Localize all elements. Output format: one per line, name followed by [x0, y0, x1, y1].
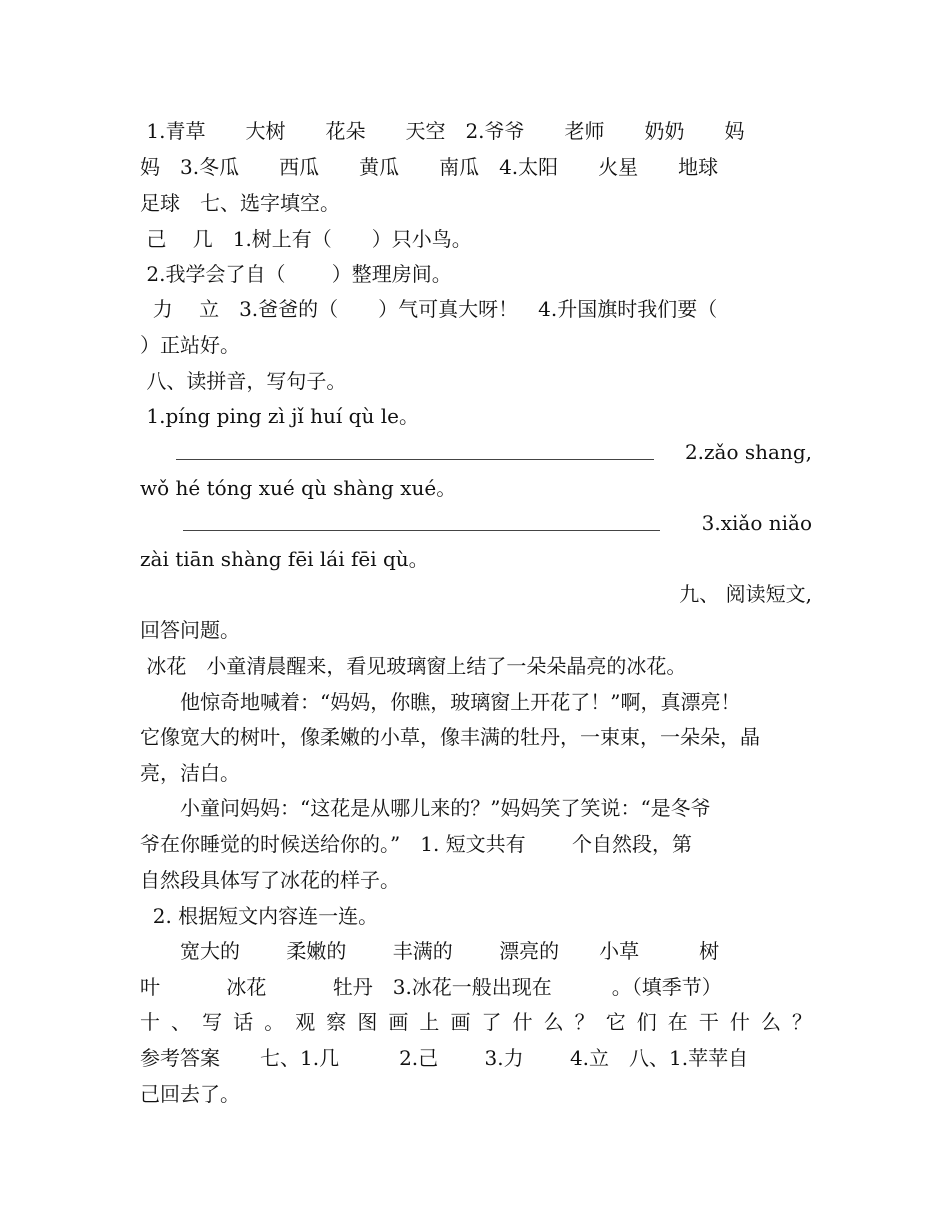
text-line: zài tiān shàng fēi lái fēi qù。 — [140, 547, 429, 571]
section-heading: 八、读拼音，写句子。 — [140, 369, 347, 393]
text-line: 力 立 3.爸爸的（ ）气可真大呀！ 4.升国旗时我们要（ — [140, 297, 718, 321]
text-line: ）正站好。 — [140, 333, 240, 357]
text-line: 妈 3.冬瓜 西瓜 黄瓜 南瓜 4.太阳 火星 地球 — [140, 155, 719, 179]
text-line: 自然段具体写了冰花的样子。 — [140, 868, 400, 892]
text-line: 冰花 小童清晨醒来，看见玻璃窗上结了一朵朵晶亮的冰花。 — [140, 654, 687, 678]
section-heading: 十 、 写 话 。 观 察 图 画 上 画 了 什 么 ？ 它 们 在 干 什 么 ？ — [140, 1010, 812, 1034]
text-line: 宽大的 柔嫩的 丰满的 漂亮的 小草 树 — [140, 939, 720, 963]
text-line: wǒ hé tóng xué qù shàng xué。 — [140, 476, 457, 500]
text-line: 回答问题。 — [140, 618, 240, 642]
text-line: 2.zǎo shang, — [684, 440, 812, 464]
text-line: 小童问妈妈：“这花是从哪儿来的？”妈妈笑了笑说：“是冬爷 — [140, 796, 711, 820]
text-line: 叶 冰花 牡丹 3.冰花一般出现在 。（填季节） — [140, 975, 722, 999]
text-line: 2. 根据短文内容连一连。 — [140, 904, 379, 928]
text-line: 亮，洁白。 — [140, 761, 240, 785]
answer-key-line: 己回去了。 — [140, 1082, 240, 1106]
text-line: 爷在你睡觉的时候送给你的。” 1. 短文共有 个自然段，第 — [140, 832, 693, 856]
text-line: 1.píng ping zì jǐ huí qù le。 — [140, 404, 419, 428]
answer-key-line: 参考答案 七、1.几 2.己 3.力 4.立 八、1.苹苹自 — [140, 1046, 749, 1070]
text-line: 2.我学会了自（ ）整理房间。 — [140, 262, 452, 286]
text-line: 足球 七、选字填空。 — [140, 191, 340, 215]
text-line: 1.青草 大树 花朵 天空 2.爷爷 老师 奶奶 妈 — [140, 119, 745, 143]
section-heading: 九、 阅读短文, — [679, 582, 812, 606]
text-line: 3.xiǎo niǎo — [701, 511, 812, 535]
text-line: 己 几 1.树上有（ ）只小鸟。 — [140, 227, 472, 251]
text-line: 它像宽大的树叶，像柔嫩的小草，像丰满的牡丹，一束束，一朵朵，晶 — [140, 725, 760, 749]
text-line: 他惊奇地喊着：“妈妈，你瞧，玻璃窗上开花了！”啊，真漂亮！ — [140, 690, 741, 714]
